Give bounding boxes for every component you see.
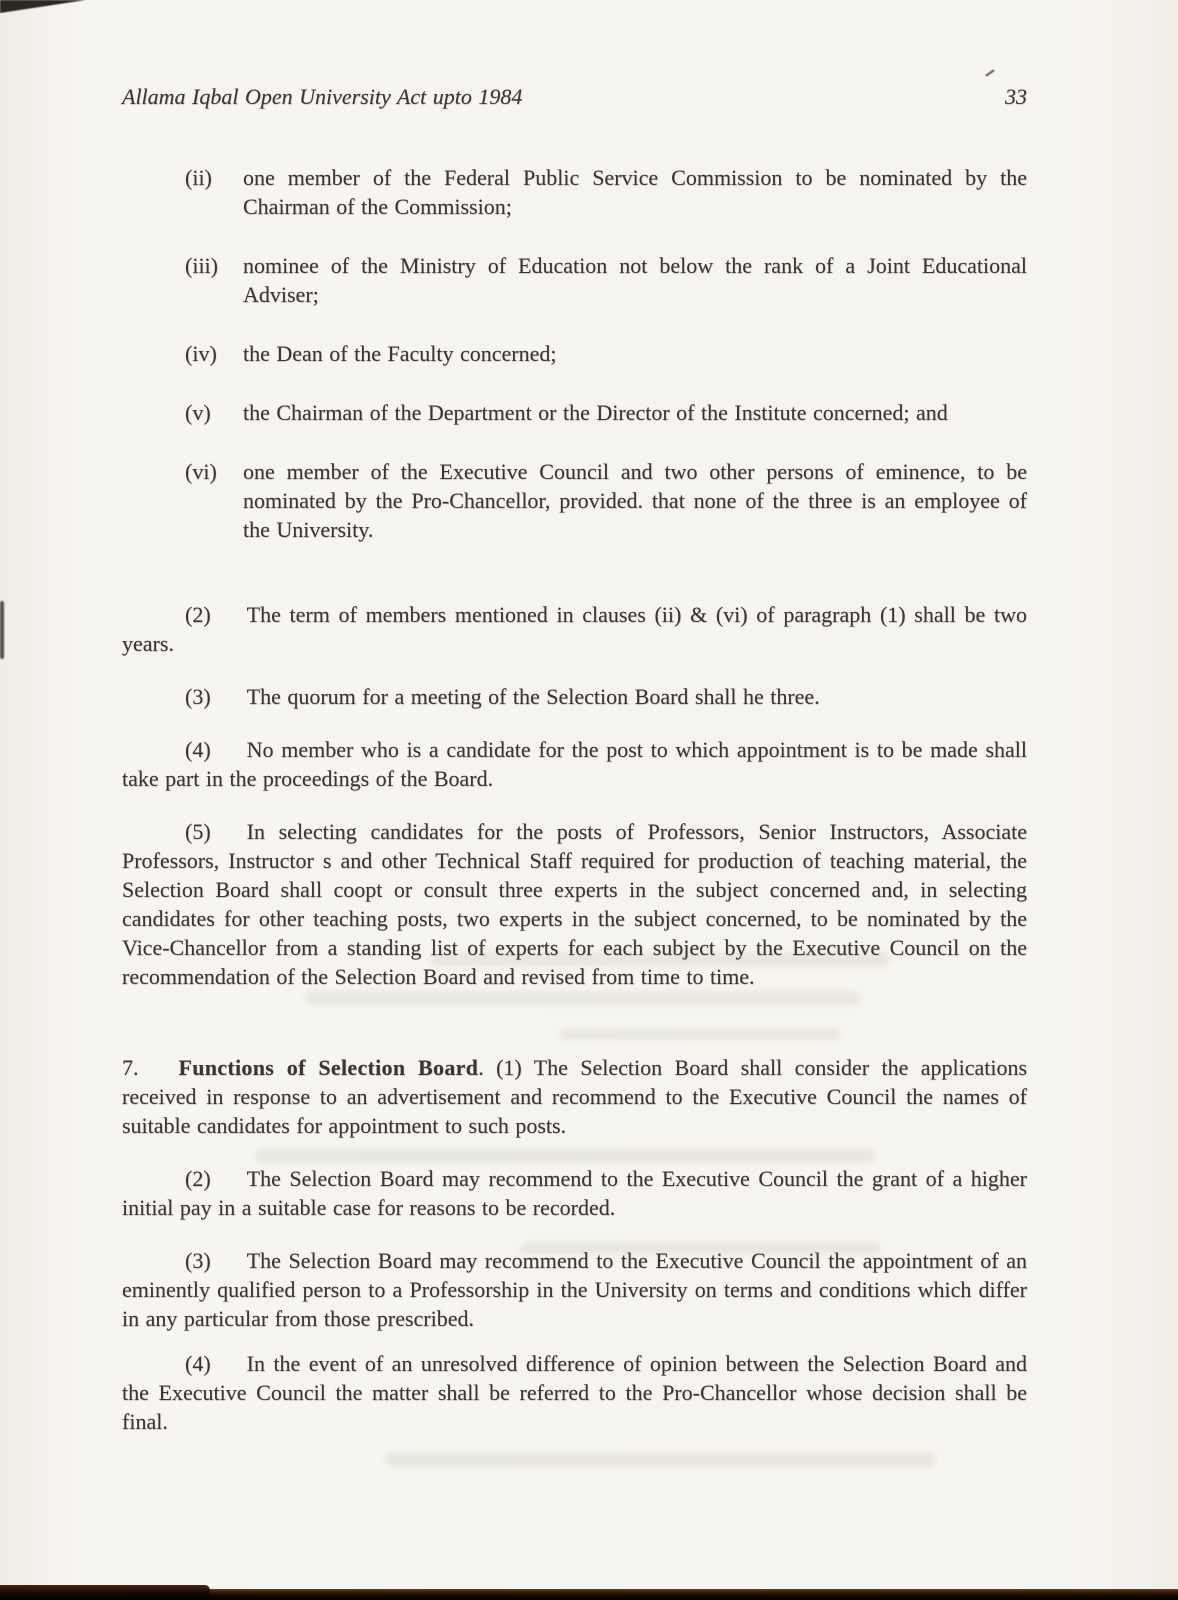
clause-item-ii [185,163,1027,221]
clause-list [185,163,1027,544]
paragraph-text: No member who is a candidate for the post to which appointment is to be made shall take part in the proceedings of the Board. [122,737,1027,791]
clause-label: (ii) [185,165,212,190]
bleed-through-artifact [385,1452,935,1467]
clause-item-iii [185,251,1027,309]
document-body [122,0,1027,1436]
paragraph-text: The Selection Board may recommend to the Executive Council the grant of a higher initial pay in a suitable case for reasons to be recorded. [122,1166,1027,1220]
clause-label: (vi) [185,459,217,484]
section-7-paragraph-4 [122,1349,1027,1436]
paragraph-text: The quorum for a meeting of the Selection Board shall he three. [246,684,820,709]
section-number: 7. [122,1055,139,1080]
page-number: 33 [1005,84,1027,109]
paragraph-label: (2) [185,1166,211,1191]
paragraph-label: (3) [185,684,211,709]
paragraph-4 [122,735,1027,793]
clause-item-vi [185,457,1027,544]
clause-text: one member of the Executive Council and two other persons of eminence, to be nominated by the Pro-Chancellor, provided. that none of the three is an employee of the University. [243,459,1027,542]
scan-corner-artifact [0,0,86,13]
section-7-heading-paragraph [122,1053,1027,1140]
scan-edge-artifact [0,601,4,659]
paragraph-5 [122,817,1027,991]
section-7-paragraph-3 [122,1246,1027,1333]
clause-label: (iv) [185,341,217,366]
clause-item-v [185,398,1027,427]
running-title: Allama Iqbal Open University Act upto 1984 [122,84,523,109]
paragraph-text: The term of members mentioned in clauses (ii) & (vi) of paragraph (1) shall be two years. [122,602,1027,656]
page-header [122,82,1027,111]
scan-bottom-edge [0,1589,1178,1600]
paragraph-label: (3) [185,1248,211,1273]
section-7-paragraph-2 [122,1164,1027,1222]
paragraph-label: (4) [185,737,211,762]
clause-text: one member of the Federal Public Service Commission to be nominated by the Chairman of the Commission; [243,165,1027,219]
clause-label: (iii) [185,253,218,278]
clause-label: (v) [185,400,211,425]
clause-item-iv [185,339,1027,368]
paragraph-label: (2) [185,602,211,627]
clause-text: the Dean of the Faculty concerned; [243,341,557,366]
paragraph-text: In the event of an unresolved difference of opinion between the Selection Board and the Executive Council the matter shall be referred to the Pro-Chancellor whose decision shall be final. [122,1351,1027,1434]
paragraph-label: (5) [185,819,211,844]
paragraph-label: (4) [185,1351,211,1376]
paragraph-text: In selecting candidates for the posts of Professors, Senior Instructors, Associate Professors, Instructor s and other Technical Staff required for production of teaching material, the Selection Board shall coopt or consult three experts in the subject concerned and, in selecting candidates for other teaching posts, two experts in the subject concerned, to be nominated by the Vice-Chancellor from a standing list of experts for each subject by the Executive Council on the recommendation of the Selection Board and revised from time to time. [122,819,1027,989]
section-title: Functions of Selection Board [178,1055,479,1080]
section-intro-text: . (1) The Selection Board shall consider the applications received in response to an advertisement and recommend to the Executive Council the names of suitable candidates for appointment to such posts. [122,1055,1028,1138]
clause-text: nominee of the Ministry of Education not below the rank of a Joint Educational Adviser; [243,253,1027,307]
paragraph-3 [122,682,1027,711]
paragraph-2 [122,600,1027,658]
clause-text: the Chairman of the Department or the Director of the Institute concerned; and [243,400,948,425]
paragraph-text: The Selection Board may recommend to the Executive Council the appointment of an eminently qualified person to a Professorship in the University on terms and conditions which differ in any particular from those prescribed. [122,1248,1027,1331]
